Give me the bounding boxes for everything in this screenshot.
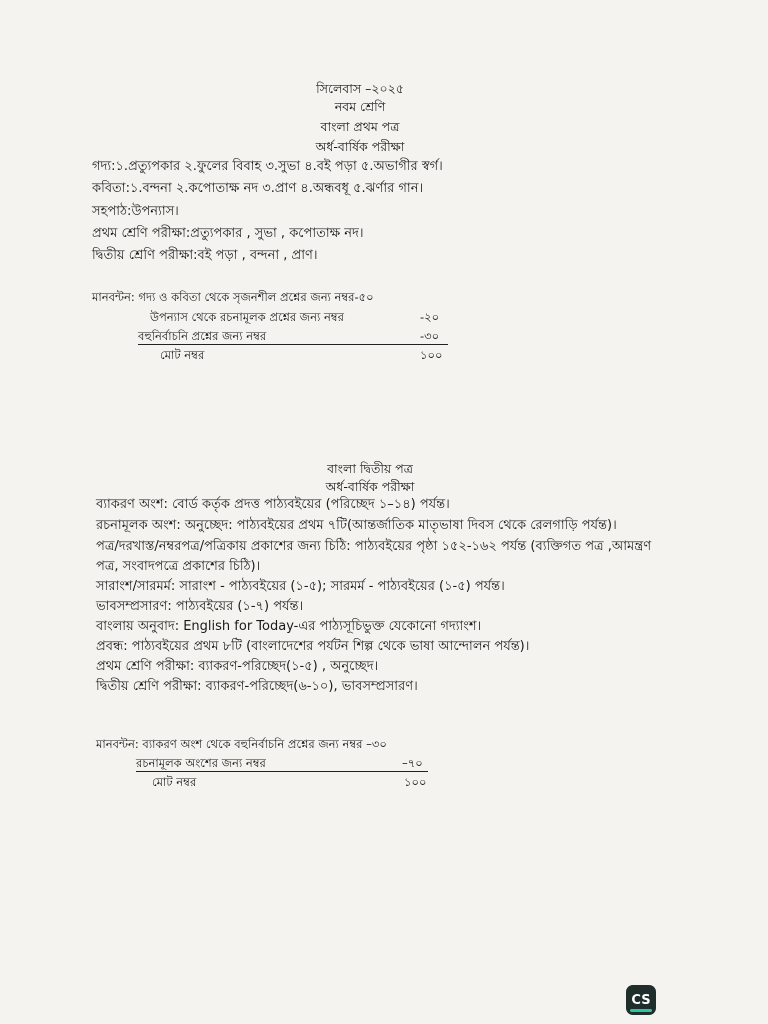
total-marks-label: মোট নম্বর [160, 348, 205, 362]
camscanner-logo-icon: CS [626, 985, 656, 1015]
marks-mcq-label: বহুনির্বাচনি প্রশ্নের জন্য নম্বর [138, 329, 267, 343]
essay-section: প্রবন্ধ: পাঠ্যবইয়ের প্রথম ৮টি (বাংলাদেশের পর্যটন শিল্প থেকে ভাষা আন্দোলন পর্যন্ত)। [96, 639, 530, 654]
letter-section: পত্র/দরখাস্ত/নম্বরপত্র/পত্রিকায় প্রকাশের জন্য চিঠি: পাঠ্যবইয়ের পৃষ্ঠা ১৫২-১৬২ পর্যন্ত (ব্যক্তিগত পত্র ,আমন্ত্রণ [96, 539, 652, 554]
marks-distribution-line: মানবন্টন: গদ্য ও কবিতা থেকে সৃজনশীল প্রশ্নের জন্য নম্বর-৫০ [92, 290, 374, 304]
supplementary-reading: সহপাঠ:উপন্যাস। [92, 204, 179, 219]
marks-distribution-line-2: মানবন্টন: ব্যাকরণ অংশ থেকে বহুনির্বাচনি প্রশ্নের জন্য নম্বর –৩০ [96, 737, 387, 751]
first-term-exam-2: প্রথম শ্রেণি পরীক্ষা: ব্যাকরণ-পরিচ্ছেদ(১-৫) , অনুচ্ছেদ। [96, 659, 379, 674]
composition-section: রচনামূলক অংশ: অনুচ্ছেদ: পাঠ্যবইয়ের প্রথম ৭টি(আন্তর্জাতিক মাতৃভাষা দিবস থেকে রেলগাড়ি পর্যন্ত)। [96, 518, 617, 533]
marks-novel-value: -২০ [420, 310, 440, 324]
subject-heading: বাংলা প্রথম পত্র [320, 119, 400, 134]
amplification-section: ভাবসম্প্রসারণ: পাঠ্যবইয়ের (১-৭) পর্যন্ত। [96, 599, 304, 614]
poem-list: কবিতা:১.বন্দনা ২.কপোতাক্ষ নদ ৩.প্রাণ ৪.অন্ধবধূ ৫.ঝর্ণার গান। [92, 181, 424, 196]
first-term-exam: প্রথম শ্রেণি পরীক্ষা:প্রত্যুপকার , সুভা , কপোতাক্ষ নদ। [92, 226, 364, 241]
subject2-heading: বাংলা দ্বিতীয় পত্র [327, 461, 413, 476]
letter-section-cont: পত্র, সংবাদপত্রে প্রকাশের চিঠি)। [96, 559, 261, 574]
prose-list: গদ্য:১.প্রত্যুপকার ২.ফুলের বিবাহ ৩.সুভা ৪.বই পড়া ৫.অভাগীর স্বর্গ। [92, 159, 443, 174]
marks-composition-value: –৭০ [402, 756, 423, 770]
translation-section: বাংলায় অনুবাদ: English for Today-এর পাঠ্যসূচিভুক্ত যেকোনো গদ্যাংশ। [96, 619, 482, 634]
summary-section: সারাংশ/সারমর্ম: সারাংশ - পাঠ্যবইয়ের (১-৫); সারমর্ম - পাঠ্যবইয়ের (১-৫) পর্যন্ত। [96, 579, 505, 594]
total-marks-value-2: ১০০ [404, 775, 427, 789]
total-marks-label-2: মোট নম্বর [152, 775, 197, 789]
marks-mcq-value: -৩০ [420, 329, 440, 343]
syllabus-title: সিলেবাস –২০২৫ [316, 81, 404, 96]
second-term-exam-2: দ্বিতীয় শ্রেণি পরীক্ষা: ব্যাকরণ-পরিচ্ছেদ(৬-১০), ভাবসম্প্রসারণ। [96, 679, 418, 694]
marks-composition-label: রচনামূলক অংশের জন্য নম্বর [136, 756, 266, 770]
exam-heading: অর্ধ-বার্ষিক পরীক্ষা [315, 139, 405, 154]
grammar-section: ব্যাকরণ অংশ: বোর্ড কর্তৃক প্রদত্ত পাঠ্যবইয়ের (পরিচ্ছেদ ১–১৪) পর্যন্ত। [96, 497, 450, 512]
marks-novel-label: উপন্যাস থেকে রচনামূলক প্রশ্নের জন্য নম্বর [150, 310, 344, 324]
total-marks-value: ১০০ [420, 348, 443, 362]
second-term-exam: দ্বিতীয় শ্রেণি পরীক্ষা:বই পড়া , বন্দনা , প্রাণ। [92, 248, 318, 263]
total-divider [138, 344, 448, 345]
total-divider-2 [136, 771, 428, 772]
class-heading: নবম শ্রেণি [334, 99, 386, 114]
exam2-heading: অর্ধ-বার্ষিক পরীক্ষা [325, 479, 415, 494]
